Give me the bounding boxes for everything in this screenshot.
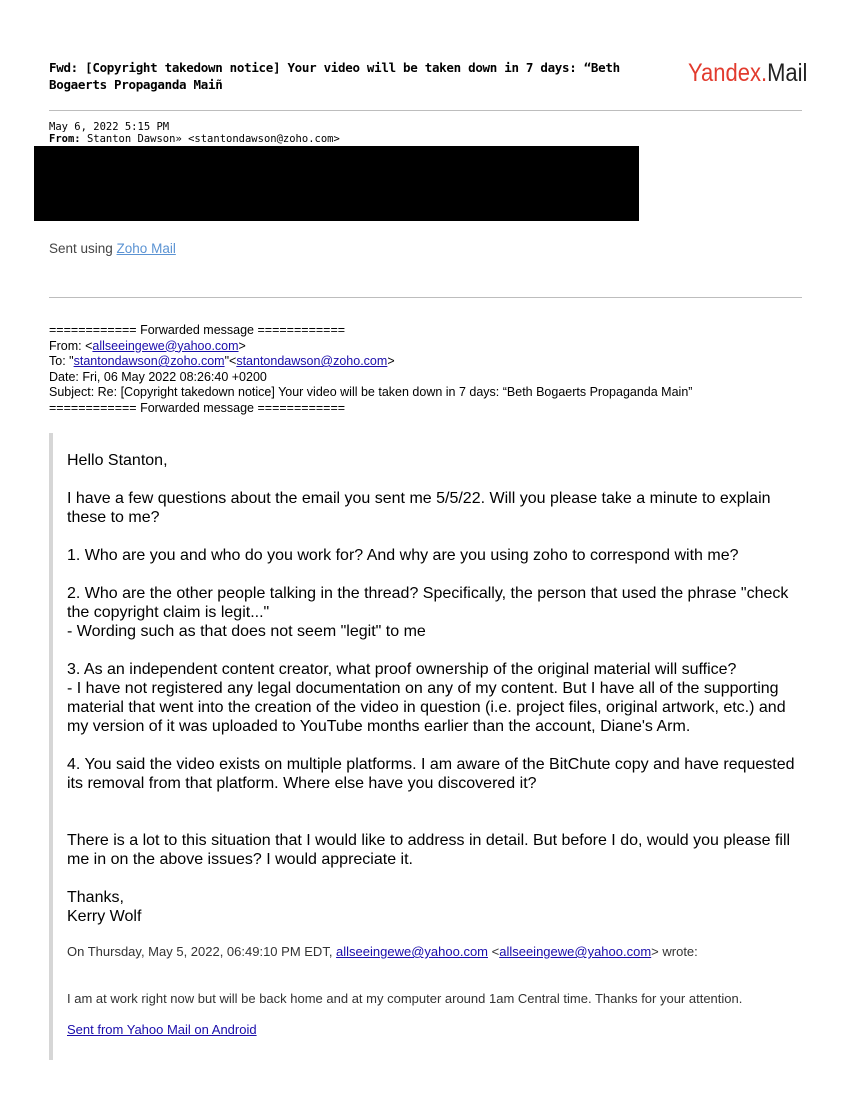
- attribution-suffix: > wrote:: [651, 944, 698, 959]
- email-subject: [49, 59, 669, 93]
- intro-paragraph: I have a few questions about the email you sent me 5/5/22. Will you please take a minute to explain these to me?: [67, 490, 771, 526]
- logo-mail: Mail: [767, 59, 808, 87]
- message-from: [49, 133, 340, 145]
- forward-separator-top: ============ Forwarded message ============: [49, 323, 346, 337]
- attribution-mid: <: [488, 944, 500, 959]
- from-value: Stanton Dawson» <stantondawson@zoho.com>: [86, 133, 340, 145]
- forward-to-mid: "<: [224, 354, 237, 368]
- yahoo-signature: [67, 1022, 802, 1037]
- forward-date: Date: Fri, 06 May 2022 08:26:40 +0200: [49, 369, 267, 384]
- question-2: 2. Who are the other people talking in the thread? Specifically, the person that used the phrase "check the copyright claim is legit...": [67, 585, 789, 621]
- question-3-note: - I have not registered any legal documentation on any of my content. But I have all of the supporting material that went into the creation of the video in question (i.e. project files, original artwork, etc.) and my version of it was uploaded to YouTube months earlier than the account, Diane's Arm.: [67, 680, 786, 735]
- subject-line-1: Fwd: [Copyright takedown notice] Your video will be taken down in 7 days: “Beth: [49, 60, 620, 75]
- yahoo-mail-android-link[interactable]: Sent from Yahoo Mail on Android: [67, 1022, 257, 1037]
- signature-divider: [49, 297, 802, 298]
- closing-paragraph: There is a lot to this situation that I would like to address in detail. But before I do, would you please fill me in on the above issues? I would appreciate it.: [67, 832, 791, 868]
- forward-from-prefix: From: <: [49, 338, 93, 353]
- subject-line-2: Bogaerts Propaganda Maiñ: [49, 77, 223, 92]
- redaction-block: [34, 146, 639, 221]
- sent-using-prefix: Sent using: [49, 241, 117, 256]
- logo-dot: .: [760, 59, 768, 87]
- question-2-note: - Wording such as that does not seem "legit" to me: [67, 623, 426, 640]
- question-1: 1. Who are you and who do you work for? And why are you using zoho to correspond with me?: [67, 547, 739, 564]
- message-meta: [49, 121, 340, 145]
- forward-from-email-link[interactable]: allseeingewe@yahoo.com: [92, 338, 239, 353]
- forward-to-suffix: >: [387, 354, 395, 368]
- sender-name: Kerry Wolf: [67, 908, 142, 925]
- message-date: May 6, 2022 5:15 PM: [49, 121, 170, 133]
- thanks-line: Thanks,: [67, 889, 124, 906]
- forward-to-prefix: To: ": [49, 354, 74, 368]
- logo-yandex: Yandex: [688, 59, 761, 87]
- quoted-body: [67, 451, 802, 926]
- yandex-mail-logo: [688, 58, 807, 88]
- forward-to-email-link-1[interactable]: stantondawson@zoho.com: [73, 354, 225, 368]
- header-divider: [49, 110, 802, 111]
- reply-attribution: [67, 944, 802, 959]
- forward-from-suffix: >: [238, 338, 246, 353]
- question-3: 3. As an independent content creator, what proof ownership of the original material will suffice?: [67, 661, 737, 678]
- forward-to-email-link-2[interactable]: stantondawson@zoho.com: [236, 354, 388, 368]
- forwarded-header: [49, 323, 692, 416]
- forward-to: [49, 354, 692, 370]
- from-label: From:: [49, 133, 81, 145]
- forward-separator-bottom: ============ Forwarded message ============: [49, 400, 346, 415]
- question-4: 4. You said the video exists on multiple platforms. I am aware of the BitChute copy and have requested its removal from that platform. Where else have you discovered it?: [67, 756, 795, 792]
- forward-subject: Subject: Re: [Copyright takedown notice] Your video will be taken down in 7 days: “Beth Bogaerts Propaganda Main”: [49, 385, 693, 399]
- zoho-mail-link[interactable]: Zoho Mail: [116, 241, 176, 256]
- attribution-email-link-1[interactable]: allseeingewe@yahoo.com: [336, 944, 488, 959]
- zoho-signature: [49, 241, 176, 256]
- attribution-prefix: On Thursday, May 5, 2022, 06:49:10 PM EDT,: [67, 944, 337, 959]
- attribution-email-link-2[interactable]: allseeingewe@yahoo.com: [499, 944, 652, 959]
- quoted-message: [49, 433, 802, 1060]
- greeting: Hello Stanton,: [67, 452, 168, 469]
- yahoo-message-body: I am at work right now but will be back home and at my computer around 1am Central time. Thanks for your attention.: [67, 991, 743, 1006]
- forward-from: [49, 339, 692, 355]
